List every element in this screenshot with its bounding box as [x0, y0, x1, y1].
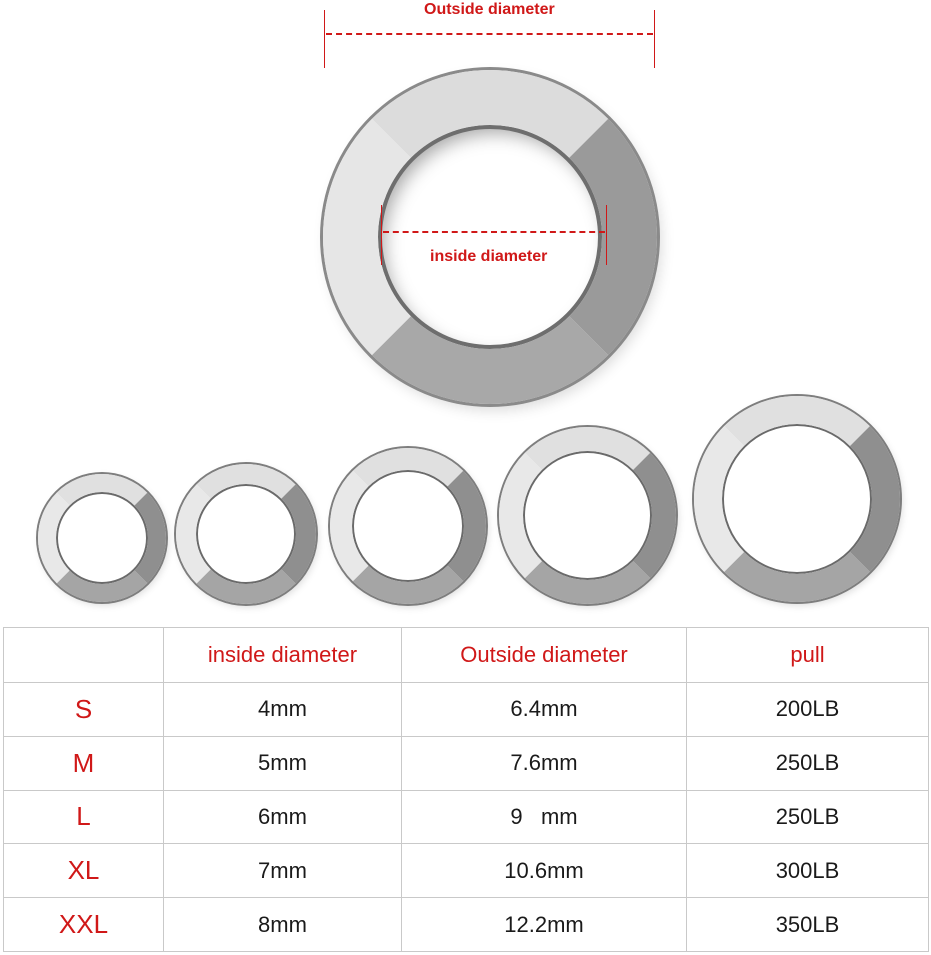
table-row — [4, 844, 929, 898]
outside-diameter-line — [326, 33, 653, 35]
inside-cell: 8mm — [164, 898, 402, 952]
pull-cell: 350LB — [687, 898, 929, 952]
pull-cell: 300LB — [687, 844, 929, 898]
inside-cell: 5mm — [164, 736, 402, 790]
pull-cell: 250LB — [687, 736, 929, 790]
inside-diameter-right-tick — [606, 205, 607, 265]
size-cell: M — [4, 736, 164, 790]
header-inside-diameter: inside diameter — [164, 628, 402, 683]
inside-cell: 4mm — [164, 683, 402, 737]
header-pull: pull — [687, 628, 929, 683]
size-spec-table — [3, 627, 929, 952]
outside-diameter-left-tick — [324, 10, 325, 68]
size-cell: L — [4, 790, 164, 844]
outside-diameter-right-tick — [654, 10, 655, 68]
table-row — [4, 898, 929, 952]
inside-cell: 7mm — [164, 844, 402, 898]
outside-cell: 9 mm — [402, 790, 687, 844]
size-cell: XXL — [4, 898, 164, 952]
header-outside-diameter: Outside diameter — [402, 628, 687, 683]
size-cell: XL — [4, 844, 164, 898]
header-size — [4, 628, 164, 683]
ring-s-image — [38, 474, 166, 602]
inside-cell: 6mm — [164, 790, 402, 844]
table-row — [4, 683, 929, 737]
pull-cell: 250LB — [687, 790, 929, 844]
ring-xl-image — [499, 427, 676, 604]
outside-diameter-label: Outside diameter — [424, 1, 555, 18]
outside-cell: 7.6mm — [402, 736, 687, 790]
ring-m-image — [176, 464, 316, 604]
pull-cell: 200LB — [687, 683, 929, 737]
outside-cell: 10.6mm — [402, 844, 687, 898]
inside-diameter-label: inside diameter — [430, 248, 548, 265]
inside-diameter-line — [383, 231, 605, 233]
table-row — [4, 736, 929, 790]
table-row — [4, 790, 929, 844]
ring-xxl-image — [694, 396, 900, 602]
inside-diameter-left-tick — [381, 205, 382, 265]
size-cell: S — [4, 683, 164, 737]
table-header-row — [4, 628, 929, 683]
ring-l-image — [330, 448, 486, 604]
outside-cell: 6.4mm — [402, 683, 687, 737]
outside-cell: 12.2mm — [402, 898, 687, 952]
